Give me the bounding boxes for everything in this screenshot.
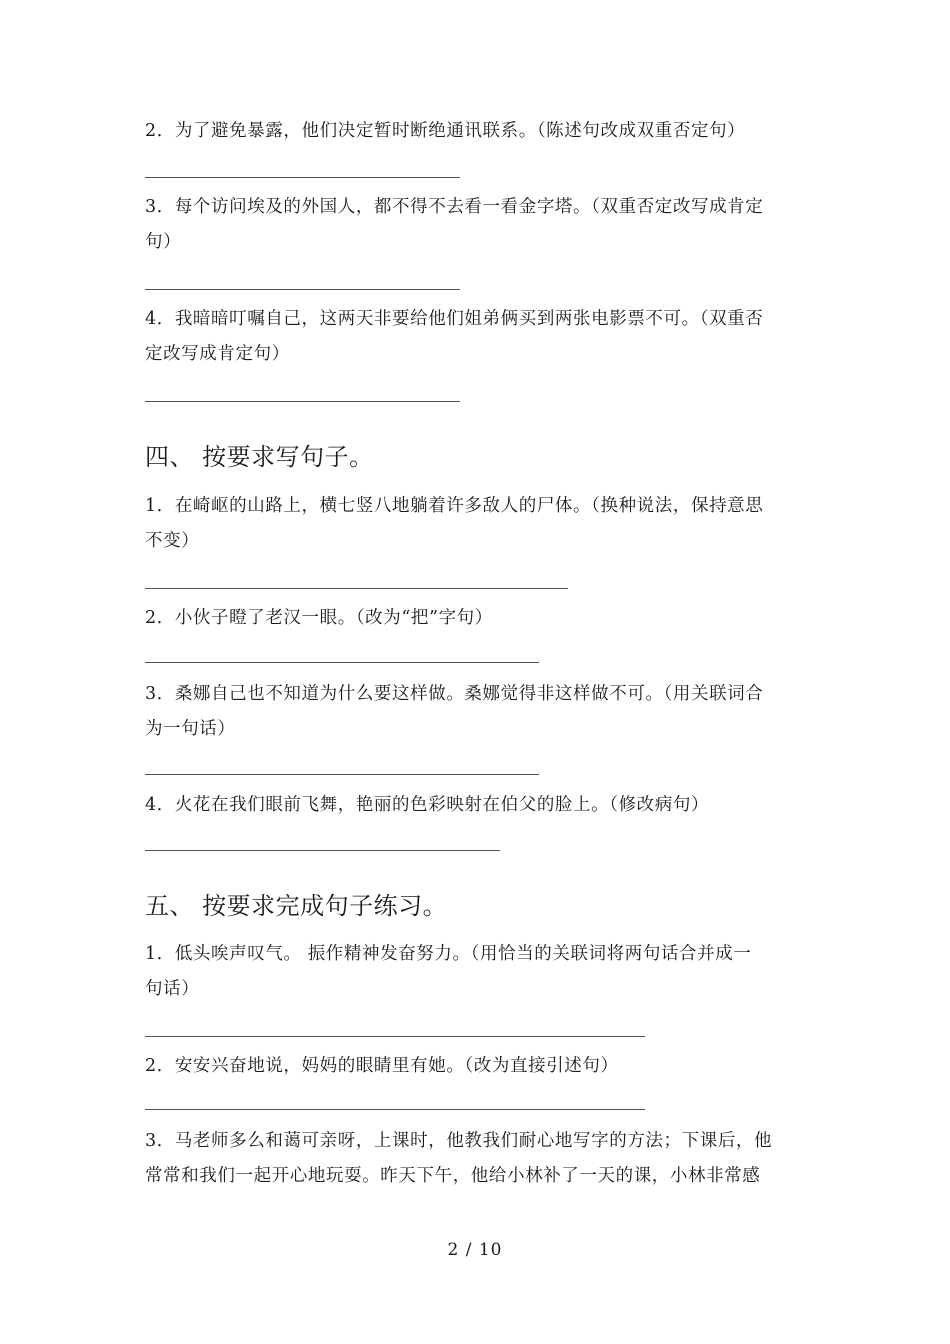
answer-line[interactable] (145, 1036, 645, 1037)
s5-question-3-line-2: 常常和我们一起开心地玩耍。昨天下午，他给小林补了一天的课，小林非常感 (145, 1166, 761, 1186)
question-3-line-1: 3．每个访问埃及的外国人，都不得不去看一看金字塔。（双重否定改写成肯定 (145, 197, 764, 217)
s4-question-4: 4．火花在我们眼前飞舞，艳丽的色彩映射在伯父的脸上。（修改病句） (145, 795, 710, 815)
s4-question-3-line-1: 3．桑娜自己也不知道为什么要这样做。桑娜觉得非这样做不可。（用关联词合 (145, 684, 764, 704)
answer-line[interactable] (145, 850, 500, 851)
s4-question-1-line-1: 1．在崎岖的山路上，横七竖八地躺着许多敌人的尸体。（换种说法，保持意思 (145, 496, 764, 516)
question-3-line-2: 句） (145, 232, 182, 252)
s4-question-1-line-2: 不变） (145, 531, 200, 551)
answer-line[interactable] (145, 177, 460, 178)
question-4-line-1: 4．我暗暗叮嘱自己，这两天非要给他们姐弟俩买到两张电影票不可。（双重否 (145, 309, 764, 329)
answer-line[interactable] (145, 588, 568, 589)
answer-line[interactable] (145, 662, 539, 663)
s5-question-3-line-1: 3．马老师多么和蔼可亲呀，上课时，他教我们耐心地写字的方法；下课后，他 (145, 1131, 773, 1151)
s5-question-1-line-2: 句话） (145, 979, 200, 999)
answer-line[interactable] (145, 774, 539, 775)
s5-question-2: 2．安安兴奋地说，妈妈的眼睛里有她。（改为直接引述句） (145, 1056, 619, 1076)
answer-line[interactable] (145, 289, 460, 290)
answer-line[interactable] (145, 401, 460, 402)
s4-question-3-line-2: 为一句话） (145, 719, 236, 739)
question-2-line-1: 2．为了避免暴露，他们决定暂时断绝通讯联系。（陈述句改成双重否定句） (145, 121, 746, 141)
section-5-heading: 五、 按要求完成句子练习。 (145, 892, 448, 920)
section-4-heading: 四、 按要求写句子。 (145, 443, 374, 471)
question-4-line-2: 定改写成肯定句） (145, 344, 290, 364)
page-number: 2 / 10 (447, 1240, 503, 1260)
s4-question-2: 2．小伙子瞪了老汉一眼。（改为“把”字句） (145, 608, 493, 628)
answer-line[interactable] (145, 1109, 645, 1110)
s5-question-1-line-1: 1．低头唉声叹气。 振作精神发奋努力。（用恰当的关联词将两句话合并成一 (145, 944, 752, 964)
